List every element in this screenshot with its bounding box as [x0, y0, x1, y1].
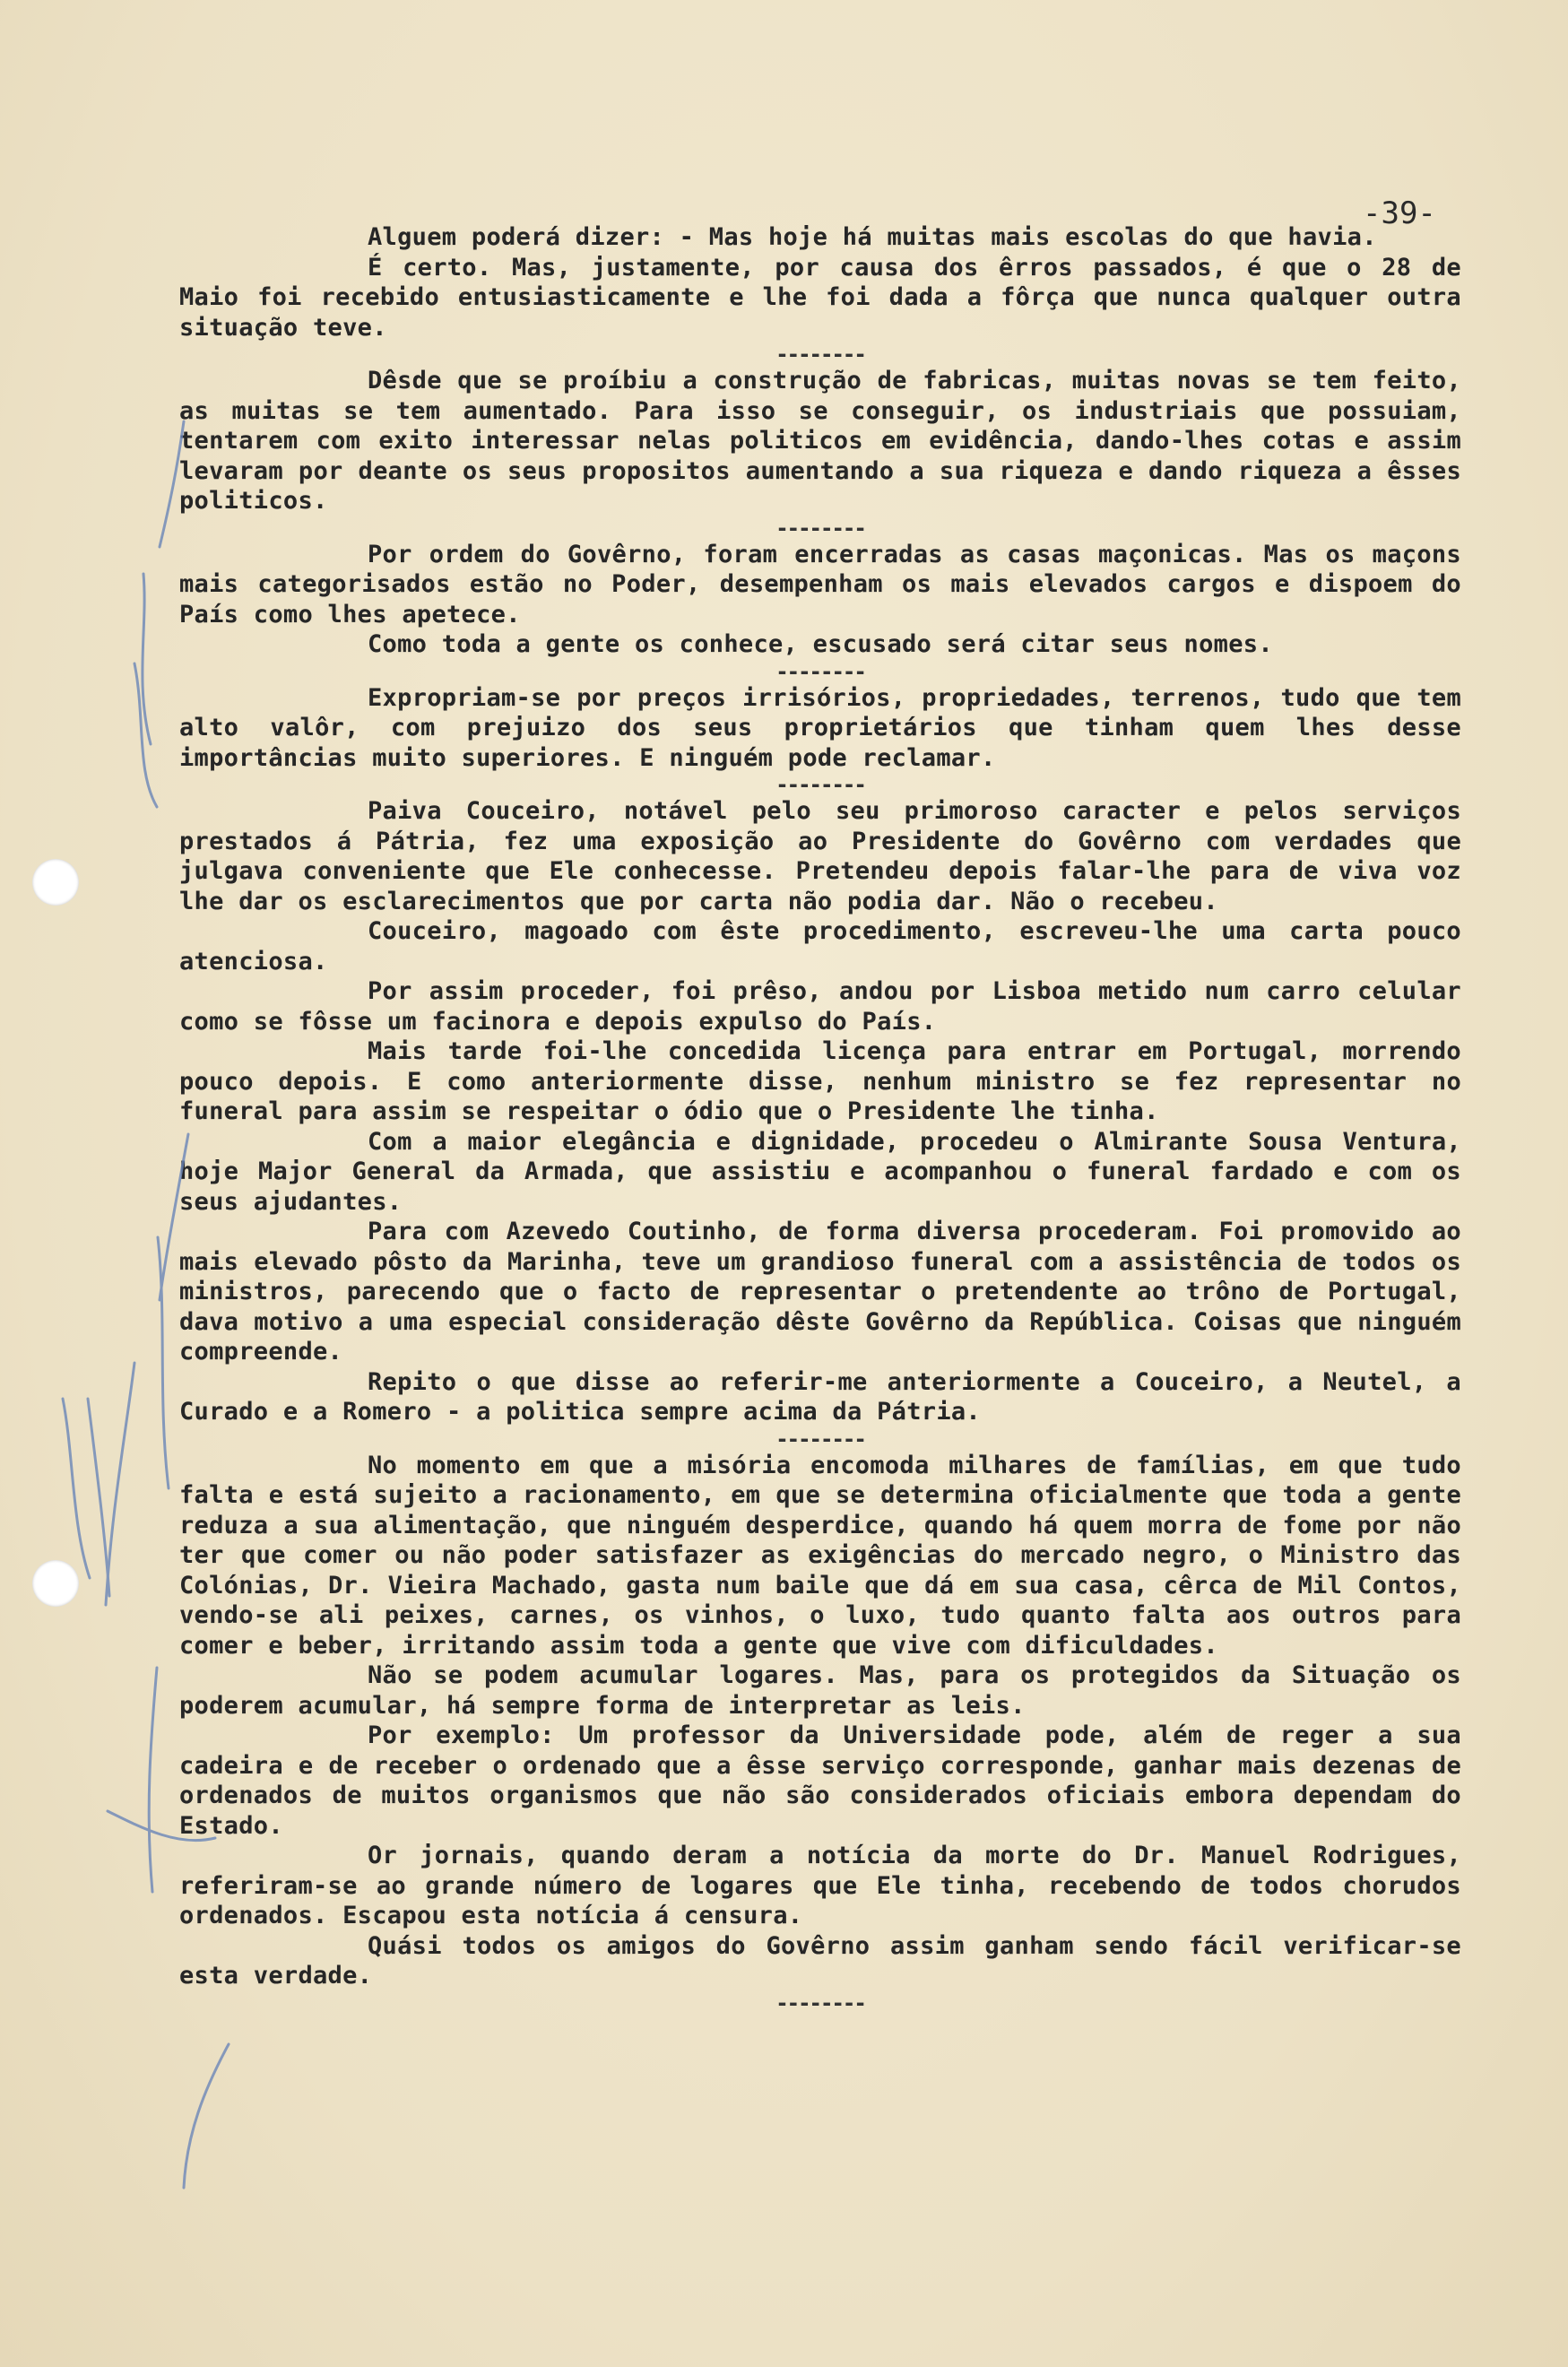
paragraph-p3: Dêsde que se proíbiu a construção de fabricas, muitas novas se tem feito, as muitas se tem aumentado. Para isso se conseguir, os industriais que possuiam, tentarem com exito interessar nelas politicos em evidência, dando-lhes cotas e assim levaram por deante os seus propositos aumentando a sua riqueza e dando riqueza a êsses politicos.	[179, 367, 1461, 515]
section-separator: --------	[775, 658, 865, 684]
section-separator: --------	[775, 342, 865, 367]
paragraph-p12: Para com Azevedo Coutinho, de forma diversa procederam. Foi promovido ao mais elevado pôsto da Marinha, teve um grandioso funeral com a assistência de todos os ministros, parecendo que o facto de representar o pretendente ao trôno de Portugal, dava motivo a uma especial consideração dêste Govêrno da República. Coisas que ninguém compreende.	[179, 1218, 1461, 1366]
paragraph-p18: Quási todos os amigos do Govêrno assim ganham sendo fácil verificar-se esta verdade.	[179, 1931, 1461, 1990]
page-number: -39-	[1363, 195, 1436, 231]
paragraph-p7: Paiva Couceiro, notável pelo seu primoroso caracter e pelos serviços prestados á Pátria, fez uma exposição ao Presidente do Govêrno com verdades que julgava conveniente que Ele conhecesse. Pretendeu depois falar-lhe para de viva voz lhe dar os esclarecimentos que por carta não podia dar. Não o recebeu.	[179, 797, 1461, 915]
section-separator: --------	[775, 1426, 865, 1452]
paragraph-p15: Não se podem acumular logares. Mas, para os protegidos da Situação os poderem acumular, há sempre forma de interpretar as leis.	[179, 1661, 1461, 1720]
paragraph-p6: Expropriam-se por preços irrisórios, propriedades, terrenos, tudo que tem alto valôr, com prejuizo dos seus proprietários que tinham quem lhes desse importâncias muito superiores. E ninguém pode reclamar.	[179, 683, 1461, 772]
paragraph-p2: É certo. Mas, justamente, por causa dos êrros passados, é que o 28 de Maio foi recebido entusiasticamente e lhe foi dada a fôrça que nunca qualquer outra situação teve.	[179, 253, 1461, 342]
section-separator: --------	[775, 1990, 865, 2016]
paragraph-p16: Por exemplo: Um professor da Universidade pode, além de reger a sua cadeira e de receber o ordenado que a êsse serviço corresponde, ganhar mais dezenas de ordenados de muitos organismos que não são considerados oficiais embora dependam do Estado.	[179, 1721, 1461, 1840]
paragraph-p9: Por assim proceder, foi prêso, andou por Lisboa metido num carro celular como se fôsse um facinora e depois expulso do País.	[179, 977, 1461, 1036]
paragraph-p17: Or jornais, quando deram a notícia da morte do Dr. Manuel Rodrigues, referiram-se ao grande número de logares que Ele tinha, recebendo de todos chorudos ordenados. Escapou esta notícia á censura.	[179, 1842, 1461, 1929]
paragraph-p4: Por ordem do Govêrno, foram encerradas as casas maçonicas. Mas os maçons mais categorisados estão no Poder, desempenham os mais elevados cargos e dispoem do País como lhes apetece.	[179, 540, 1461, 629]
paragraph-p1: Alguem poderá dizer: - Mas hoje há muitas mais escolas do que havia.	[368, 223, 1377, 251]
binder-hole-top	[32, 859, 79, 906]
binder-hole-bottom	[32, 1560, 79, 1607]
paragraph-p14: No momento em que a misória encomoda milhares de famílias, em que tudo falta e está sujeito a racionamento, em que se determina oficialmente que toda a gente reduza a sua alimentação, que ninguém desperdice, quando há quem morra de fome por não ter que comer ou não poder satisfazer as exigências do mercado negro, o Ministro das Colónias, Dr. Vieira Machado, gasta num baile que dá em sua casa, cêrca de Mil Contos, vendo-se ali peixes, carnes, os vinhos, o luxo, tudo quanto falta aos outros para comer e beber, irritando assim toda a gente que vive com dificuldades.	[179, 1451, 1461, 1660]
typed-body-text	[179, 222, 1461, 2015]
paragraph-p10: Mais tarde foi-lhe concedida licença para entrar em Portugal, morrendo pouco depois. E como anteriormente disse, nenhum ministro se fez representar no funeral para assim se respeitar o ódio que o Presidente lhe tinha.	[179, 1037, 1461, 1125]
paragraph-p8: Couceiro, magoado com êste procedimento, escreveu-lhe uma carta pouco atenciosa.	[179, 917, 1461, 975]
paragraph-p5: Como toda a gente os conhece, escusado será citar seus nomes.	[368, 630, 1273, 658]
section-separator: --------	[775, 515, 865, 541]
paragraph-p13: Repito o que disse ao referir-me anteriormente a Couceiro, a Neutel, a Curado e a Romero - a politica sempre acima da Pátria.	[179, 1367, 1461, 1426]
paragraph-p11: Com a maior elegância e dignidade, procedeu o Almirante Sousa Ventura, hoje Major General da Armada, que assistiu e acompanhou o funeral fardado e com os seus ajudantes.	[179, 1127, 1461, 1216]
section-separator: --------	[775, 772, 865, 797]
